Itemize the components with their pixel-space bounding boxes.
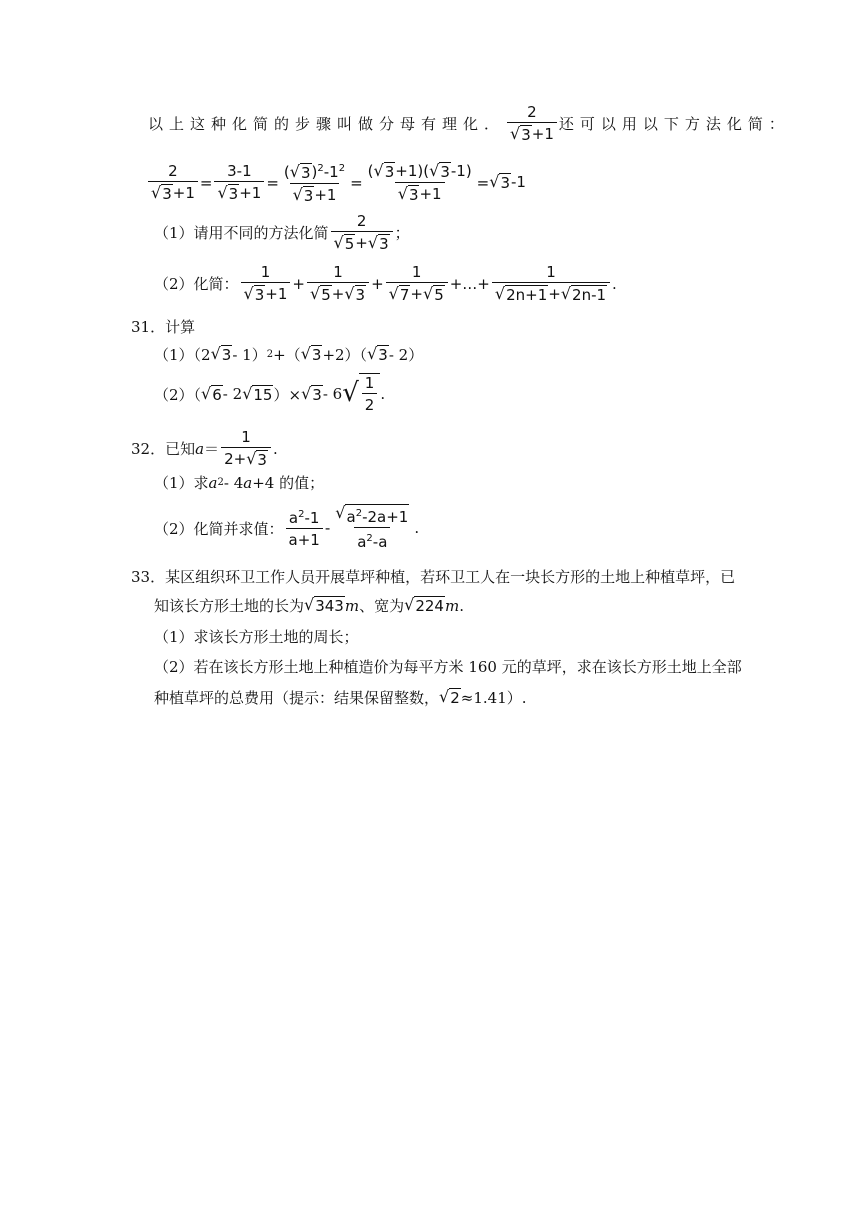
q33-line-1: 33．某区组织环卫工作人员开展草坪种植，若环卫工人在一块长方形的土地上种植草坪，已: [131, 568, 736, 586]
q32-part-2: （2）化简并求值： $\frac{a^2-1}{a+1}$ - √ $a^2-2a+1$ $a^2-a$ .: [154, 503, 420, 551]
derivation-term-3: ( √ 3 )$^2-1^2$ √ 3 +1: [283, 162, 346, 205]
intro-text-2: 还可以用以下方法化简：: [558, 115, 790, 133]
derivation-term-4: ( √ 3 +1)( √ 3 -1) √ 3 +1: [367, 160, 472, 204]
derivation-term-1: 2 √ 3 +1: [148, 162, 198, 203]
q33-part-2-line-2: 种植草坪的总费用（提示：结果保留整数， √ 2 ≈1.41）.: [154, 687, 527, 707]
q30-p2-term-last: 1 √ 2n+1 + √ 2n-1: [492, 263, 610, 304]
derivation-result: √ 3 -1: [489, 172, 526, 192]
intro-line: [148, 103, 790, 144]
q32-title: 32．已知 a ＝ 1 2+ √ 3 .: [131, 428, 278, 469]
q31-part-2: （2）（ √ 6 - 2 √ 15 ）× √ 3 - 6 √ $\frac{1}{2}$ .: [154, 374, 386, 414]
q30-part-2: （2）化简： 1 √ 3 +1 + 1 √ 5 + √ 3 + 1 √ 7 + √ 5 +…+ 1 √ 2n+1 + √ 2n-1 .: [154, 263, 617, 304]
q30-part-1: （1）请用不同的方法化简 2 √ 5 + √ 3 ；: [154, 212, 410, 253]
q30-p2-term-1: 1 √ 3 +1: [241, 263, 291, 304]
q33-part-1: （1）求该长方形土地的周长；: [154, 628, 359, 646]
derivation-term-2: 3-1 √ 3 +1: [214, 162, 264, 203]
q32-fraction: 1 2+ √ 3: [221, 428, 271, 469]
intro-fraction: 2 √ 3 +1: [507, 103, 557, 144]
q32-p2-fraction-2: √ $a^2-2a+1$ $a^2-a$: [335, 503, 409, 551]
q30-p2-term-3: 1 √ 7 + √ 5: [386, 263, 448, 304]
sqrt-fraction: √ $\frac{1}{2}$: [342, 373, 380, 415]
q30-p1-fraction: 2 √ 5 + √ 3: [331, 212, 393, 253]
q33-line-2: 知该长方形土地的长为 √ 343 m 、宽为 √ 224 m .: [154, 595, 464, 615]
derivation-line: 2 √ 3 +1 = 3-1 √ 3 +1 = ( √ 3 )$^2-1^2$ √ 3 +1 = ( √ 3 +1)( √ 3 -1) √ 3 +1 = √ 3 -1: [146, 160, 526, 205]
q33-part-2-line-1: （2）若在该长方形土地上种植造价为每平方米 160 元的草坪，求在该长方形土地上全部: [154, 658, 742, 676]
q30-p2-term-2: 1 √ 5 + √ 3: [307, 263, 369, 304]
intro-text-1: 以上这种化简的步骤叫做分母有理化．: [148, 115, 506, 133]
q32-p2-fraction-1: $\frac{a^2-1}{a+1}$: [286, 506, 323, 550]
q31-title: 31．计算: [131, 318, 196, 336]
q31-part-1: （1）（2 √ 3 - 1） 2 +（ √ 3 +2）（ √ 3 - 2）: [154, 344, 424, 364]
q32-part-1: （1）求 a 2 - 4 a +4 的值；: [154, 473, 325, 492]
sqrt: √ 3: [510, 124, 531, 144]
